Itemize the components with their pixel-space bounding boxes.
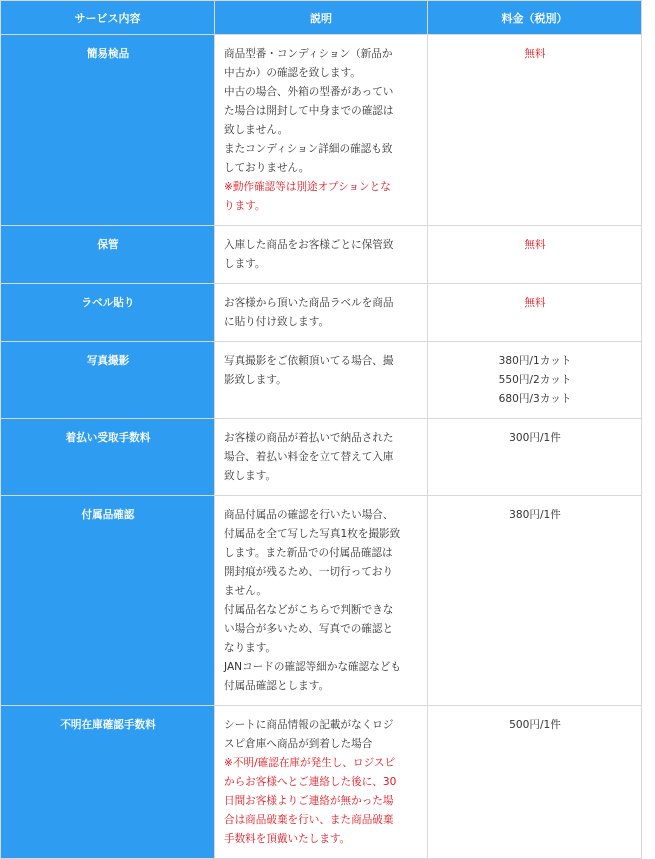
description-line: 中古か）の確認を致します。 [224, 67, 361, 79]
description-cell [215, 35, 428, 226]
description-line: お客様から頂いた商品ラベルを商品 [224, 297, 394, 309]
table-row [1, 342, 642, 419]
table-row [1, 226, 642, 284]
price-cell [428, 706, 642, 859]
description-line: 中古の場合、外箱の型番があってい [224, 86, 394, 98]
description-line: ません。 [224, 585, 268, 597]
description-cell [215, 496, 428, 706]
header-row [1, 1, 642, 35]
description-line: シートに商品情報の記載がなくロジ [224, 719, 394, 731]
description-cell [215, 706, 428, 859]
table-body [1, 35, 642, 859]
description-note-line: 日間お客様よりご連絡が無かった場 [224, 795, 394, 807]
price-cell [428, 35, 642, 226]
price-line: 380円/1件 [509, 509, 561, 521]
table-row [1, 35, 642, 226]
price-line: 300円/1件 [509, 432, 561, 444]
description-note-line: からお客様へとご連絡した後に、30 [224, 776, 397, 788]
description-line: 影致します。 [224, 374, 287, 386]
service-name-cell: 着払い受取手数料 [1, 419, 215, 496]
price-cell [428, 419, 642, 496]
price-line: 無料 [524, 239, 546, 251]
description-cell [215, 419, 428, 496]
description-line: しておりません。 [224, 162, 310, 174]
price-cell [428, 284, 642, 342]
description-note-line: 手数料を頂戴いたします。 [224, 833, 351, 845]
price-line: 380円/1カット [498, 355, 572, 367]
description-line: お客様の商品が着払いで納品された [224, 432, 394, 444]
description-line: スピ倉庫へ商品が到着した場合 [224, 738, 373, 750]
description-line: 付属品確認とします。 [224, 680, 330, 692]
description-line: なります。 [224, 642, 277, 654]
description-line: 致します。 [224, 470, 277, 482]
description-line: 付属品名などがこちらで判断できな [224, 604, 394, 616]
description-note-line: ※動作確認等は別途オプションとな [224, 181, 391, 193]
description-line: 写真撮影をご依頼頂いてる場合、撮 [224, 355, 394, 367]
table-row [1, 284, 642, 342]
description-cell [215, 342, 428, 419]
price-line: 550円/2カット [498, 374, 572, 386]
header-service: サービス内容 [1, 1, 215, 35]
service-name-cell: 写真撮影 [1, 342, 215, 419]
price-line: 無料 [524, 297, 546, 309]
price-cell [428, 496, 642, 706]
description-cell [215, 284, 428, 342]
description-line: JANコードの確認等細かな確認なども [224, 661, 402, 673]
description-line: します。 [224, 258, 266, 270]
description-line: た場合は開封して中身までの確認は [224, 105, 394, 117]
description-line: 場合、着払い料金を立て替えて入庫 [224, 451, 394, 463]
description-line: 入庫した商品をお客様ごとに保管致 [224, 239, 394, 251]
table-row [1, 419, 642, 496]
price-cell [428, 226, 642, 284]
service-name-cell: 付属品確認 [1, 496, 215, 706]
description-note-line: ※不明/確認在庫が発生し、ロジスピ [224, 757, 396, 769]
description-note-line: ります。 [224, 200, 266, 212]
description-line: します。また新品での付属品確認は [224, 547, 393, 559]
price-line: 500円/1件 [509, 719, 561, 731]
table-row [1, 496, 642, 706]
service-name-cell: 不明在庫確認手数料 [1, 706, 215, 859]
description-line: 開封痕が残るため、一切行っており [224, 566, 394, 578]
service-name-cell: ラベル貼り [1, 284, 215, 342]
description-line: 致しません。 [224, 124, 289, 136]
description-note-line: 合は商品破棄を行い、また商品破棄 [224, 814, 394, 826]
table-row [1, 706, 642, 859]
description-line: またコンディション詳細の確認も致 [224, 143, 393, 155]
header-price: 料金（税別） [428, 1, 642, 35]
description-line: 商品型番・コンディション（新品か [224, 48, 393, 60]
price-line: 無料 [524, 48, 546, 60]
service-name-cell: 簡易検品 [1, 35, 215, 226]
description-line: に貼り付け致します。 [224, 316, 330, 328]
description-line: い場合が多いため、写真での確認と [224, 623, 394, 635]
description-line: 付属品を全て写した写真1枚を撮影致 [224, 528, 401, 540]
description-line: 商品付属品の確認を行いたい場合、 [224, 509, 394, 521]
service-name-cell: 保管 [1, 226, 215, 284]
price-line: 680円/3カット [498, 393, 572, 405]
price-cell [428, 342, 642, 419]
description-cell [215, 226, 428, 284]
header-description: 説明 [215, 1, 428, 35]
